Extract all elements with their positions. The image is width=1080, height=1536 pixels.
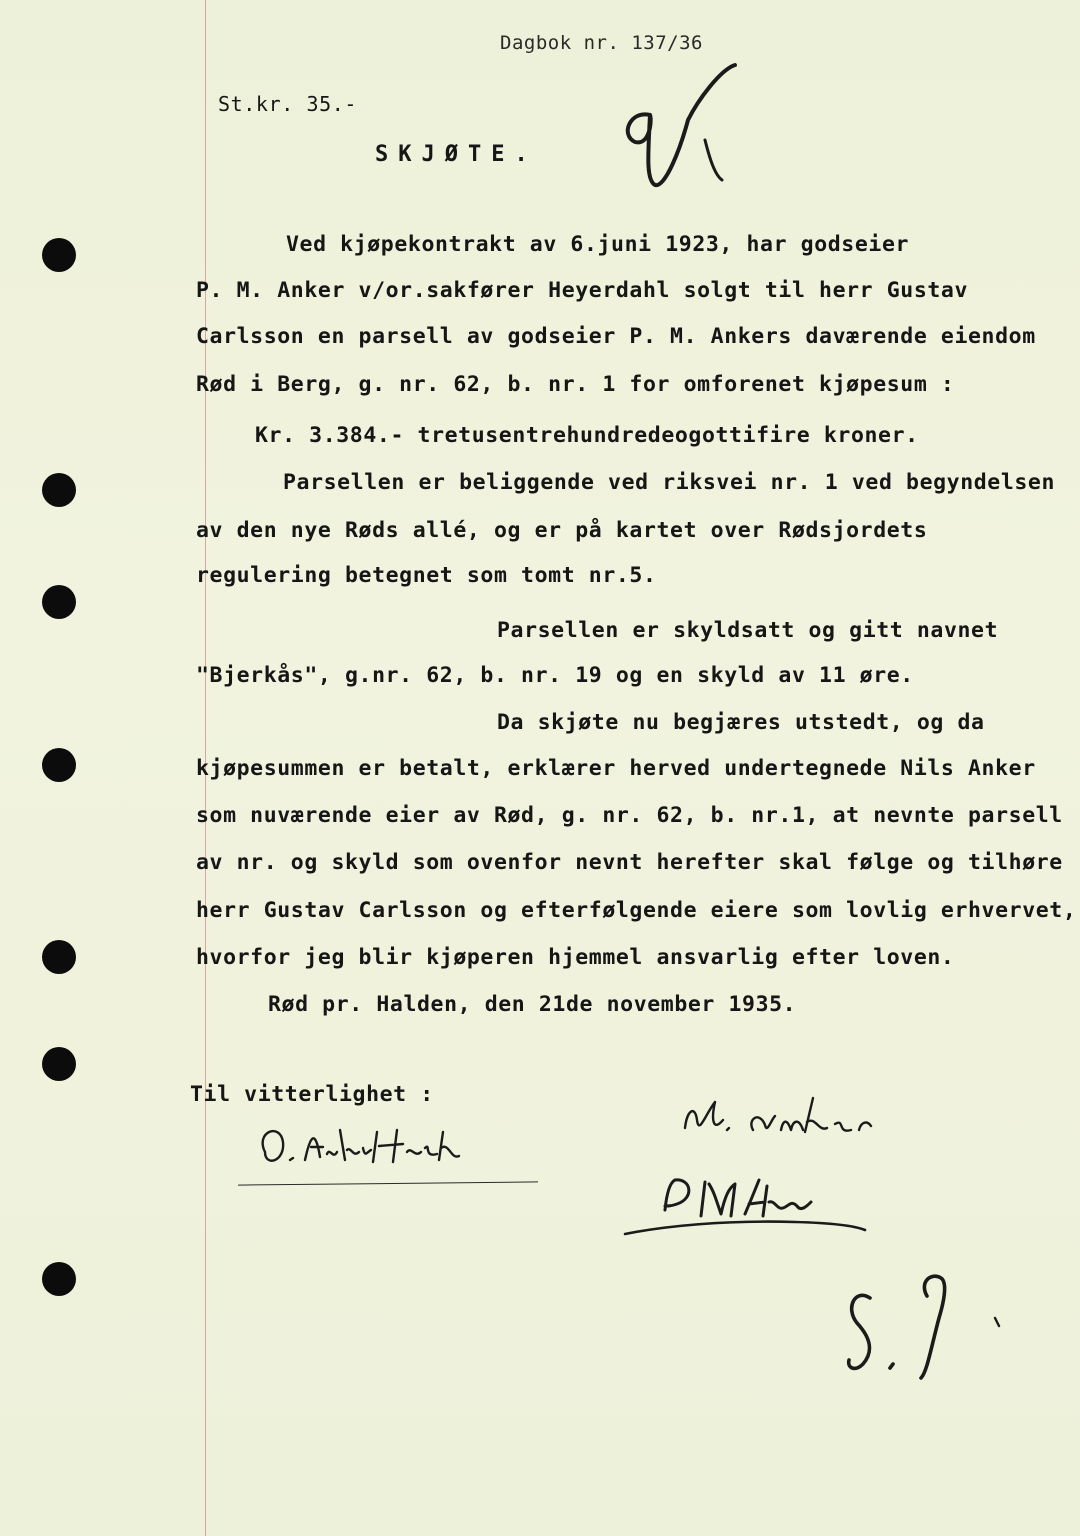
seller-signature-1 bbox=[675, 1090, 965, 1150]
body-line-3: Carlsson en parsell av godseier P. M. Ankers daværende eiendom bbox=[196, 324, 1036, 349]
punch-hole bbox=[42, 473, 76, 507]
body-line-1: Ved kjøpekontrakt av 6.juni 1923, har godseier bbox=[286, 232, 910, 257]
body-line-12: kjøpesummen er betalt, erklærer herved undertegnede Nils Anker bbox=[196, 756, 1036, 781]
body-line-11: Da skjøte nu begjæres utstedt, og da bbox=[497, 710, 985, 735]
body-line-10: "Bjerkås", g.nr. 62, b. nr. 19 og en skyld av 11 øre. bbox=[196, 663, 914, 688]
body-line-9: Parsellen er skyldsatt og gitt navnet bbox=[497, 618, 999, 643]
marginal-initials bbox=[835, 1268, 1015, 1398]
document-title: SKJØTE. bbox=[375, 142, 538, 167]
body-line-16: hvorfor jeg blir kjøperen hjemmel ansvarlig efter loven. bbox=[196, 945, 955, 970]
body-line-5: Kr. 3.384.- tretusentrehundredeogottifire kroner. bbox=[255, 423, 919, 448]
punch-hole bbox=[42, 1047, 76, 1081]
initials-mark bbox=[610, 60, 760, 200]
body-line-15: herr Gustav Carlsson og efterfølgende eiere som lovlig erhvervet, bbox=[196, 898, 1077, 923]
body-line-6: Parsellen er beliggende ved riksvei nr. 1 ved begyndelsen bbox=[283, 470, 1056, 495]
witness-label: Til vitterlighet : bbox=[190, 1082, 434, 1107]
punch-hole bbox=[42, 238, 76, 272]
punch-hole bbox=[42, 585, 76, 619]
body-line-2: P. M. Anker v/or.sakfører Heyerdahl solgt til herr Gustav bbox=[196, 278, 969, 303]
body-line-8: regulering betegnet som tomt nr.5. bbox=[196, 563, 657, 588]
place-date: Rød pr. Halden, den 21de november 1935. bbox=[268, 992, 797, 1017]
journal-number: Dagbok nr. 137/36 bbox=[500, 32, 703, 54]
witness-signature bbox=[255, 1112, 515, 1182]
body-line-7: av den nye Røds allé, og er på kartet over Rødsjordets bbox=[196, 518, 928, 543]
body-line-13: som nuværende eier av Rød, g. nr. 62, b. nr.1, at nevnte parsell bbox=[196, 803, 1063, 828]
stamp-duty: St.kr. 35.- bbox=[218, 92, 358, 116]
seller-signature-2 bbox=[605, 1160, 885, 1250]
witness-signature-line bbox=[238, 1181, 538, 1185]
punch-hole bbox=[42, 748, 76, 782]
body-line-14: av nr. og skyld som ovenfor nevnt herefter skal følge og tilhøre bbox=[196, 850, 1063, 875]
punch-hole bbox=[42, 940, 76, 974]
body-line-4: Rød i Berg, g. nr. 62, b. nr. 1 for omforenet kjøpesum : bbox=[196, 372, 955, 397]
punch-hole bbox=[42, 1262, 76, 1296]
